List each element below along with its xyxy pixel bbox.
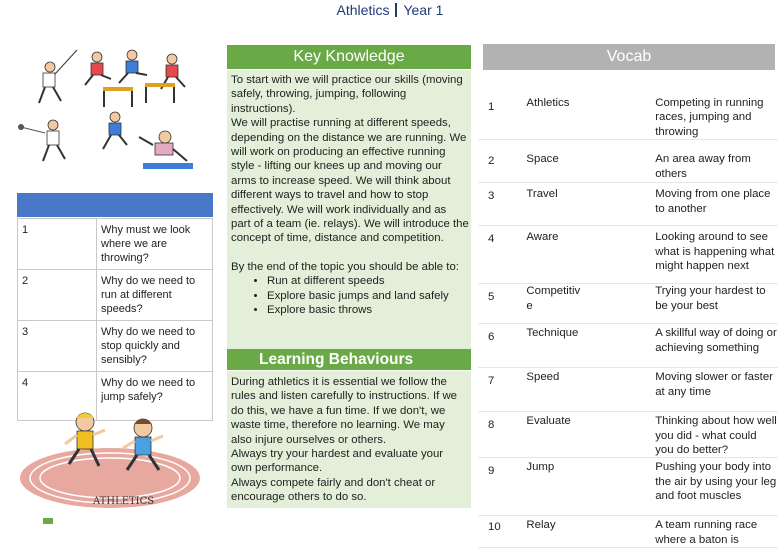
vocab-word: Technique xyxy=(526,324,655,368)
kk-paragraph-2: We will practise running at different speeds, depending on the distance we are running. We will work on producing an effective running style - lifting our knees up and moving our arms to increase speed. We will think about different ways to travel and how to stop effectively. We will work individually and as part of a team (ie. relays). We will introduce the concept of time, distance and competition. xyxy=(231,117,469,245)
vocab-definition: Looking around to see what is happening what might happen next xyxy=(655,226,778,284)
lb-paragraph-1: During athletics it is essential we follow the rules and listen carefully to instructions. If we do this, we have a fun time. If we don't, we waste time, therefore no learning. We may also injure ourselves or others. xyxy=(231,376,458,446)
vocab-table xyxy=(478,84,778,548)
vocab-word: Evaluate xyxy=(526,412,655,458)
vocab-definition: Pushing your body into the air by using your leg and foot muscles xyxy=(655,458,778,516)
vocab-number: 2 xyxy=(478,140,526,183)
table-row xyxy=(478,226,778,284)
key-knowledge-heading: Key Knowledge xyxy=(227,45,471,69)
vocab-word: Aware xyxy=(526,226,655,284)
vocab-number: 4 xyxy=(478,226,526,284)
title-divider xyxy=(395,3,397,17)
vocab-definition: Thinking about how well you did - what could you do better? xyxy=(655,412,778,458)
list-item: • Explore basic jumps and land safely xyxy=(267,289,469,303)
vocab-word: Travel xyxy=(526,183,655,226)
athletes-illustration xyxy=(15,45,210,185)
table-row xyxy=(478,516,778,548)
kk-paragraph-1: To start with we will practice our skills (moving safely, throwing, jumping, following instructions). xyxy=(231,74,463,115)
table-row xyxy=(478,458,778,516)
vocab-definition: A skillful way of doing or achieving something xyxy=(655,324,778,368)
questions-table xyxy=(17,218,213,421)
question-text: Why do we need to jump safely? xyxy=(97,372,213,421)
title-year: Year 1 xyxy=(403,2,444,18)
page-title xyxy=(0,2,780,18)
vocab-definition: Moving slower or faster at any time xyxy=(655,368,778,412)
vocab-word: Space xyxy=(526,140,655,183)
vocab-word: Competitiv e xyxy=(526,284,655,324)
title-subject: Athletics xyxy=(336,2,390,18)
vocab-number: 7 xyxy=(478,368,526,412)
questions-header-bar xyxy=(17,193,213,217)
vocab-definition: Trying your hardest to be your best xyxy=(655,284,778,324)
vocab-definition: A team running race where a baton is xyxy=(655,516,778,548)
vocab-word: Speed xyxy=(526,368,655,412)
vocab-definition: Competing in running races, jumping and throwing xyxy=(655,84,778,140)
question-text: Why do we need to run at different speeds? xyxy=(97,270,213,321)
learning-behaviours-heading: Learning Behaviours xyxy=(227,349,471,370)
vocab-word: Jump xyxy=(526,458,655,516)
vocab-number: 6 xyxy=(478,324,526,368)
vocab-word: Relay xyxy=(526,516,655,548)
table-row xyxy=(478,412,778,458)
vocab-number: 3 xyxy=(478,183,526,226)
kk-spacer xyxy=(231,246,469,260)
learning-behaviours-text xyxy=(231,375,467,505)
question-text: Why must we look where we are throwing? xyxy=(97,219,213,270)
table-row xyxy=(478,368,778,412)
list-item: • Run at different speeds xyxy=(267,274,469,288)
table-row xyxy=(18,219,213,270)
vocab-definition: An area away from others xyxy=(655,140,778,183)
table-row xyxy=(478,183,778,226)
table-row xyxy=(478,284,778,324)
question-text: Why do we need to stop quickly and sensibly? xyxy=(97,321,213,372)
question-number: 3 xyxy=(18,321,97,372)
kk-bullet-list xyxy=(231,274,469,317)
vocab-number: 9 xyxy=(478,458,526,516)
question-number: 2 xyxy=(18,270,97,321)
vocab-word: Athletics xyxy=(526,84,655,140)
vocab-heading: Vocab xyxy=(483,44,775,70)
vocab-number: 1 xyxy=(478,84,526,140)
table-row xyxy=(478,140,778,183)
vocab-number: 8 xyxy=(478,412,526,458)
running-children-illustration xyxy=(15,400,215,530)
table-row xyxy=(18,321,213,372)
hammer-thrower xyxy=(18,120,65,161)
question-number: 4 xyxy=(18,372,97,421)
jumpers xyxy=(103,112,193,169)
athletics-caption: ATHLETICS xyxy=(93,496,155,507)
list-item: • Explore basic throws xyxy=(267,303,469,317)
question-number: 1 xyxy=(18,219,97,270)
lb-paragraph-2: Always try your hardest and evaluate your own performance. xyxy=(231,448,444,475)
javelin-thrower xyxy=(39,50,77,103)
key-knowledge-text xyxy=(231,73,469,318)
vocab-number: 10 xyxy=(478,516,526,548)
table-row xyxy=(18,270,213,321)
lb-paragraph-3: Always compete fairly and don't cheat or encourage others to do so. xyxy=(231,476,436,504)
vocab-number: 5 xyxy=(478,284,526,324)
hurdlers xyxy=(85,50,185,107)
table-row xyxy=(478,324,778,368)
vocab-definition: Moving from one place to another xyxy=(655,183,778,226)
table-row xyxy=(478,84,778,140)
kk-paragraph-3: By the end of the topic you should be able to: xyxy=(231,260,459,273)
